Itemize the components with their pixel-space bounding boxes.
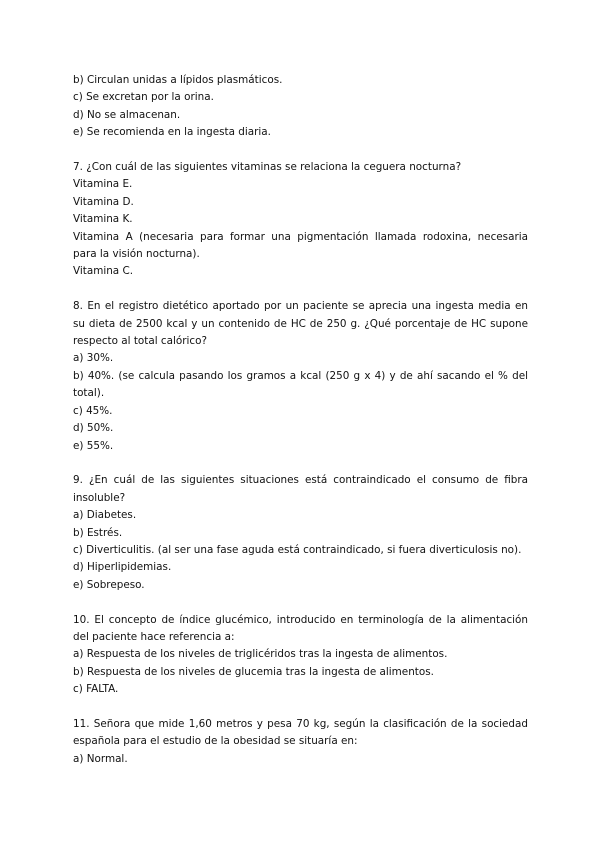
list-item: a) Respuesta de los niveles de triglicéridos tras la ingesta de alimentos. (73, 648, 448, 661)
list-item: a) 30%. (73, 352, 114, 365)
question-11-text-cont: española para el estudio de la obesidad se situaría en: (73, 735, 358, 748)
list-item: a) Normal. (73, 752, 128, 765)
spacer (73, 281, 528, 298)
list-item: Vitamina K. (73, 213, 133, 226)
list-item: c) Se excretan por la orina. (73, 91, 214, 104)
list-item: a) Diabetes. (73, 509, 137, 522)
spacer (73, 594, 528, 611)
prev-question-options (73, 72, 528, 142)
list-item: Vitamina C. (73, 265, 134, 278)
question-8-text-cont: su dieta de 2500 kcal y un contenido de HC de 250 g. ¿Qué porcentaje de HC supone (73, 317, 528, 330)
question-10-text-cont: del paciente hace referencia a: (73, 630, 235, 643)
list-item: e) Sobrepeso. (73, 578, 145, 591)
question-11 (73, 716, 528, 768)
list-item: c) 45%. (73, 404, 113, 417)
list-item: e) Se recomienda en la ingesta diaria. (73, 126, 271, 139)
question-8-answer: b) 40%. (se calcula pasando los gramos a kcal (250 g x 4) y de ahí sacando el % del (73, 369, 528, 382)
question-9-text-cont: insoluble? (73, 491, 126, 504)
list-item: b) Respuesta de los niveles de glucemia tras la ingesta de alimentos. (73, 665, 434, 678)
question-11-text: 11. Señora que mide 1,60 metros y pesa 70 kg, según la clasificación de la sociedad (73, 717, 528, 730)
list-item: c) FALTA. (73, 683, 119, 696)
question-7 (73, 159, 528, 281)
question-10-text: 10. El concepto de índice glucémico, introducido en terminología de la alimentación (73, 613, 528, 626)
list-item: d) 50%. (73, 422, 114, 435)
spacer (73, 142, 528, 159)
question-7-answer: Vitamina A (necesaria para formar una pigmentación llamada rodoxina, necesaria (73, 230, 528, 243)
question-7-text: 7. ¿Con cuál de las siguientes vitaminas se relaciona la ceguera nocturna? (73, 161, 462, 174)
spacer (73, 455, 528, 472)
list-item: d) No se almacenan. (73, 108, 181, 121)
question-8 (73, 298, 528, 455)
list-item: b) Estrés. (73, 526, 123, 539)
question-8-text: 8. En el registro dietético aportado por un paciente se aprecia una ingesta media en (73, 300, 528, 313)
question-9 (73, 472, 528, 594)
list-item: Vitamina D. (73, 195, 134, 208)
document-page (73, 72, 528, 768)
list-item: b) Circulan unidas a lípidos plasmáticos. (73, 74, 283, 86)
list-item: e) 55%. (73, 439, 114, 452)
list-item: c) Diverticulitis. (al ser una fase aguda está contraindicado, si fuera diverticulosis no). (73, 543, 522, 556)
list-item: d) Hiperlipidemias. (73, 561, 172, 574)
question-8-answer-cont: total). (73, 387, 105, 400)
question-9-text: 9. ¿En cuál de las siguientes situaciones está contraindicado el consumo de fibra (73, 474, 528, 487)
question-10 (73, 612, 528, 699)
list-item: Vitamina E. (73, 178, 133, 191)
spacer (73, 699, 528, 716)
question-8-text-end: respecto al total calórico? (73, 335, 207, 348)
question-7-answer-cont: para la visión nocturna). (73, 248, 200, 261)
